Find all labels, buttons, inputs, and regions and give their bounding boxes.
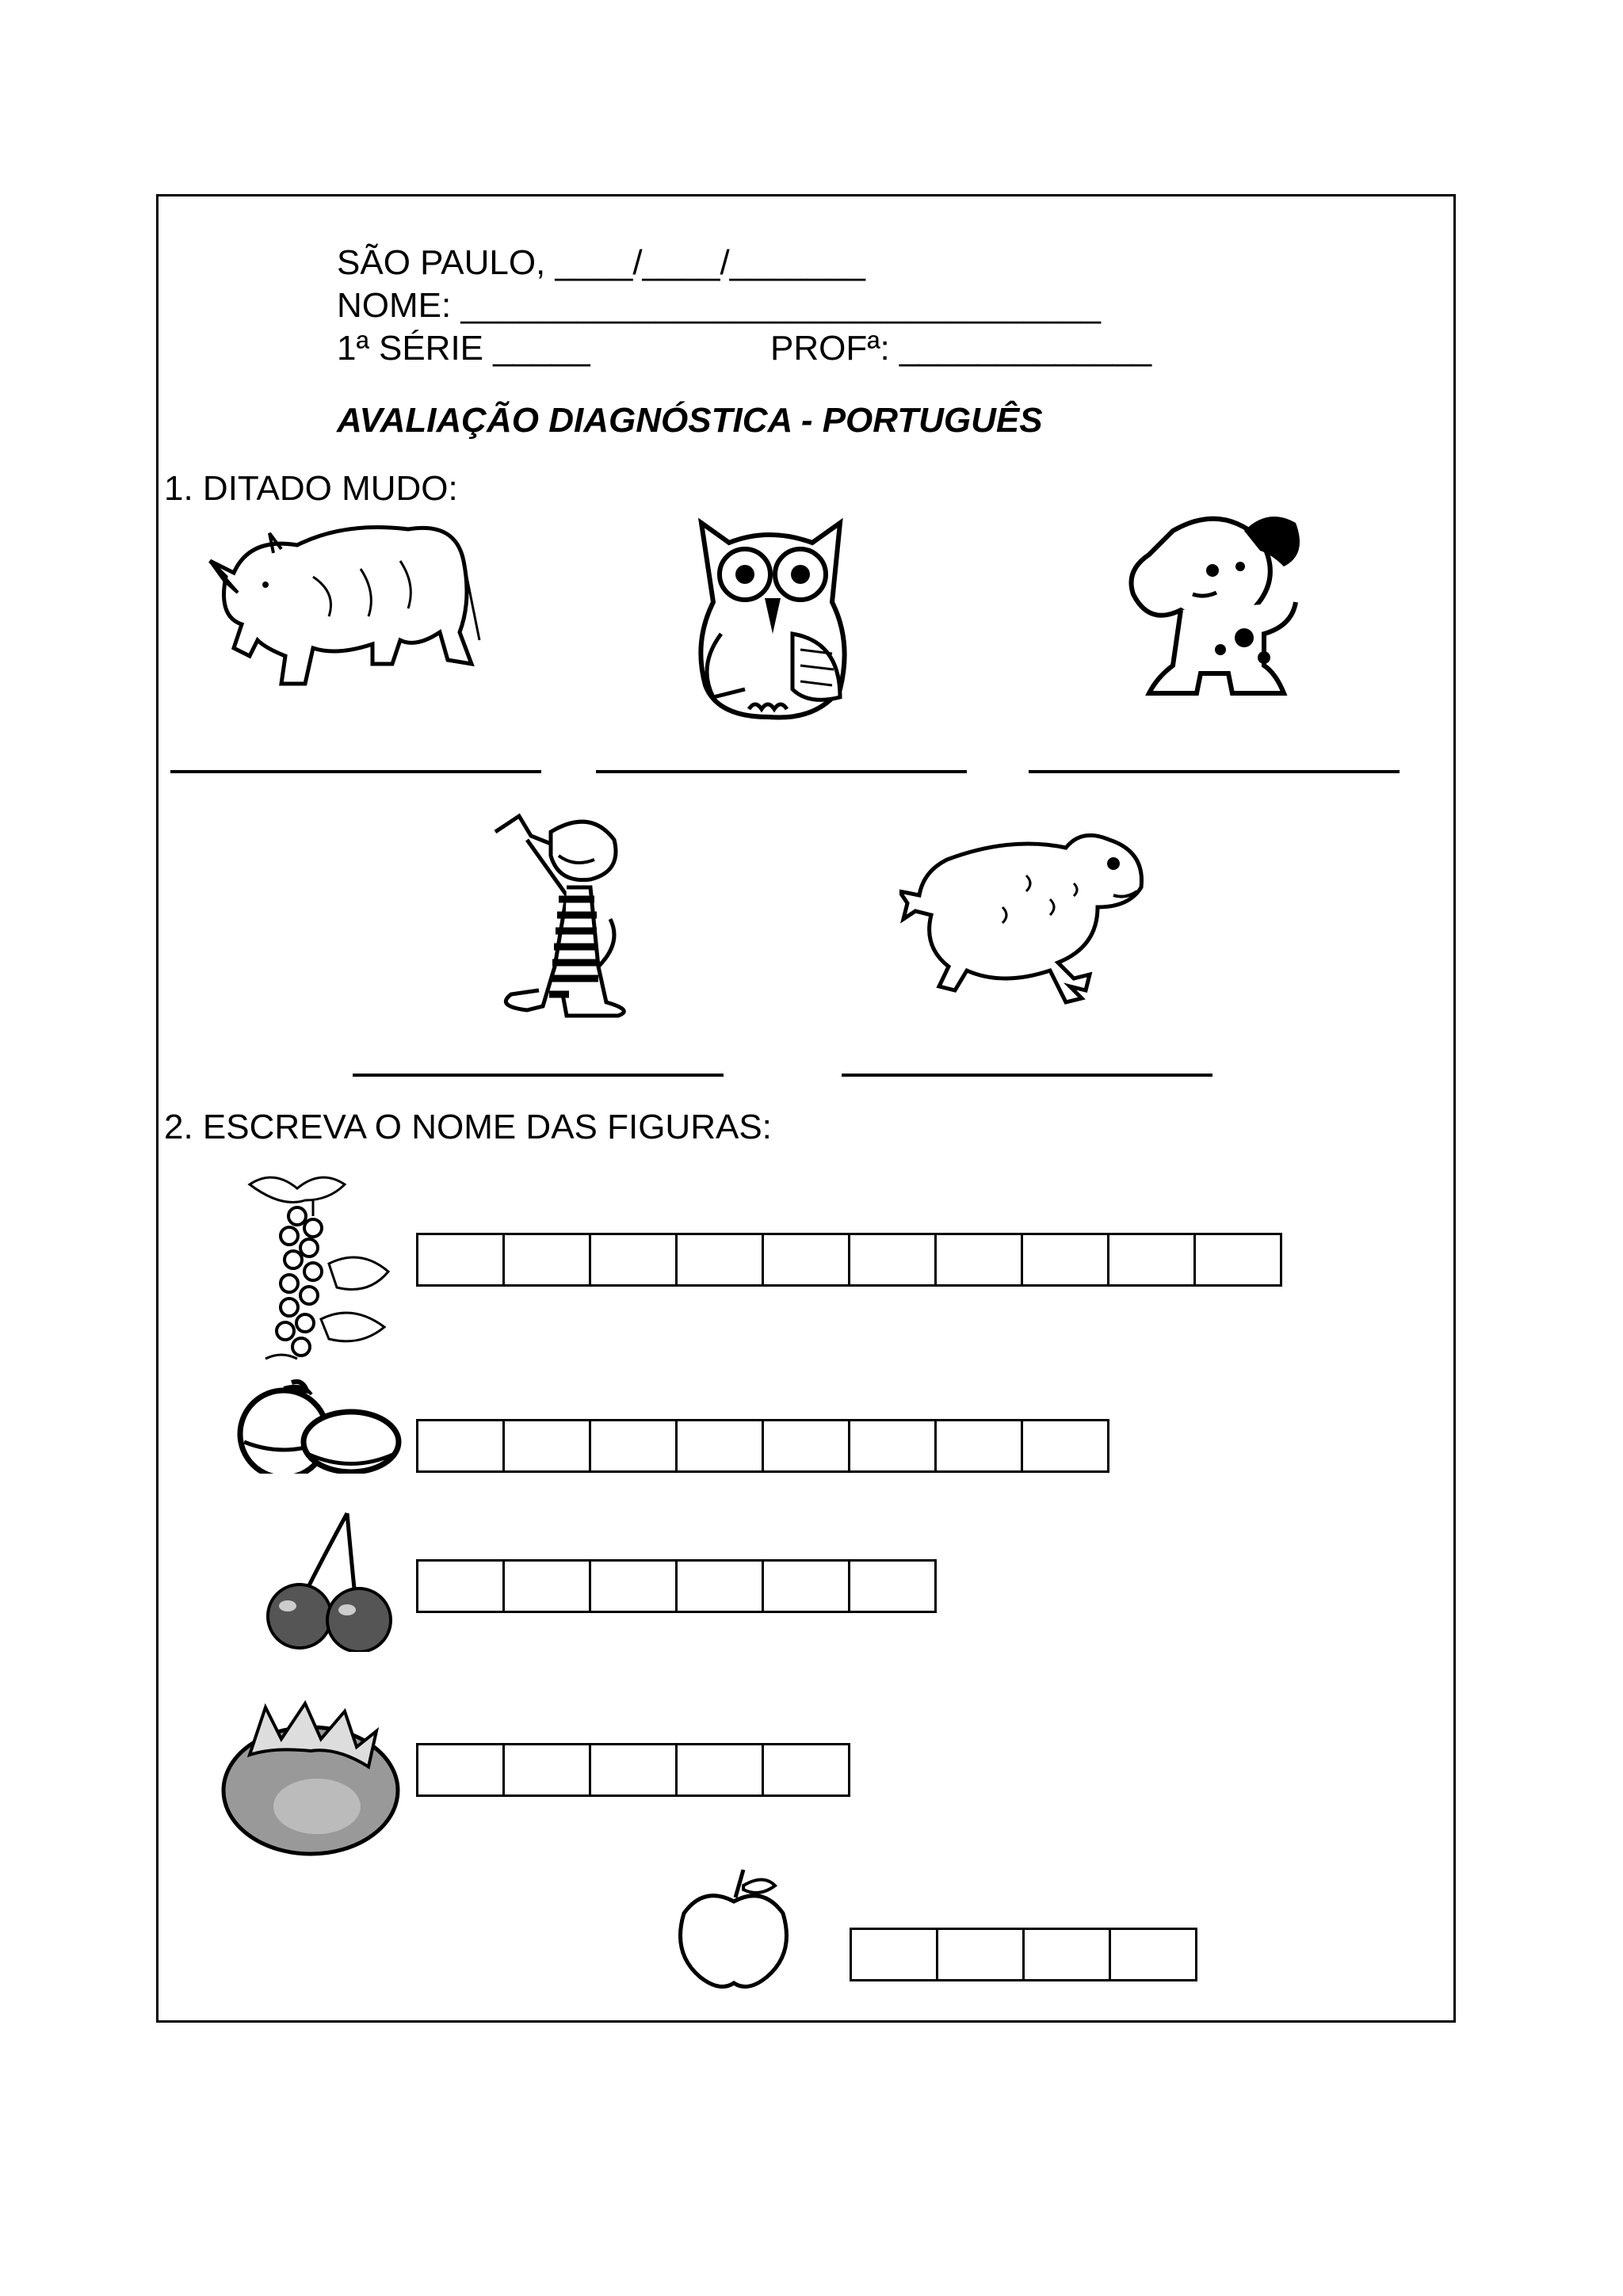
tiger-icon — [479, 808, 638, 1026]
prof-line: PROFª: _____________ — [770, 329, 1152, 368]
answer-line-dog[interactable] — [1029, 770, 1400, 773]
answer-line-frog[interactable] — [842, 1074, 1212, 1077]
apple-icon — [672, 1866, 795, 1993]
tomato-icon — [218, 1699, 404, 1858]
frog-icon — [899, 828, 1153, 1010]
page-title: AVALIAÇÃO DIAGNÓSTICA - PORTUGUÊS — [337, 401, 1043, 440]
serie-line: 1ª SÉRIE _____ — [337, 329, 590, 368]
letter-boxes-apple[interactable] — [850, 1928, 1197, 1981]
answer-line-owl[interactable] — [596, 770, 967, 773]
owl-icon — [682, 507, 860, 729]
letter-boxes-cherries[interactable] — [416, 1559, 937, 1613]
oranges-icon — [228, 1379, 404, 1474]
name-line: NOME: _________________________________ — [337, 286, 1101, 325]
letter-boxes-grapes[interactable] — [416, 1233, 1282, 1287]
city-date-line: SÃO PAULO, ____/____/_______ — [337, 243, 866, 282]
section-2-heading: 2. ESCREVA O NOME DAS FIGURAS: — [164, 1108, 772, 1146]
section-1-heading: 1. DITADO MUDO: — [164, 469, 458, 508]
letter-boxes-oranges[interactable] — [416, 1419, 1109, 1473]
rhinoceros-icon — [202, 505, 487, 700]
grapes-icon — [234, 1169, 396, 1367]
answer-line-rhinoceros[interactable] — [170, 770, 541, 773]
letter-boxes-tomato[interactable] — [416, 1743, 850, 1797]
cherries-icon — [252, 1509, 403, 1652]
answer-line-tiger[interactable] — [353, 1074, 724, 1077]
dog-icon — [1125, 507, 1308, 705]
